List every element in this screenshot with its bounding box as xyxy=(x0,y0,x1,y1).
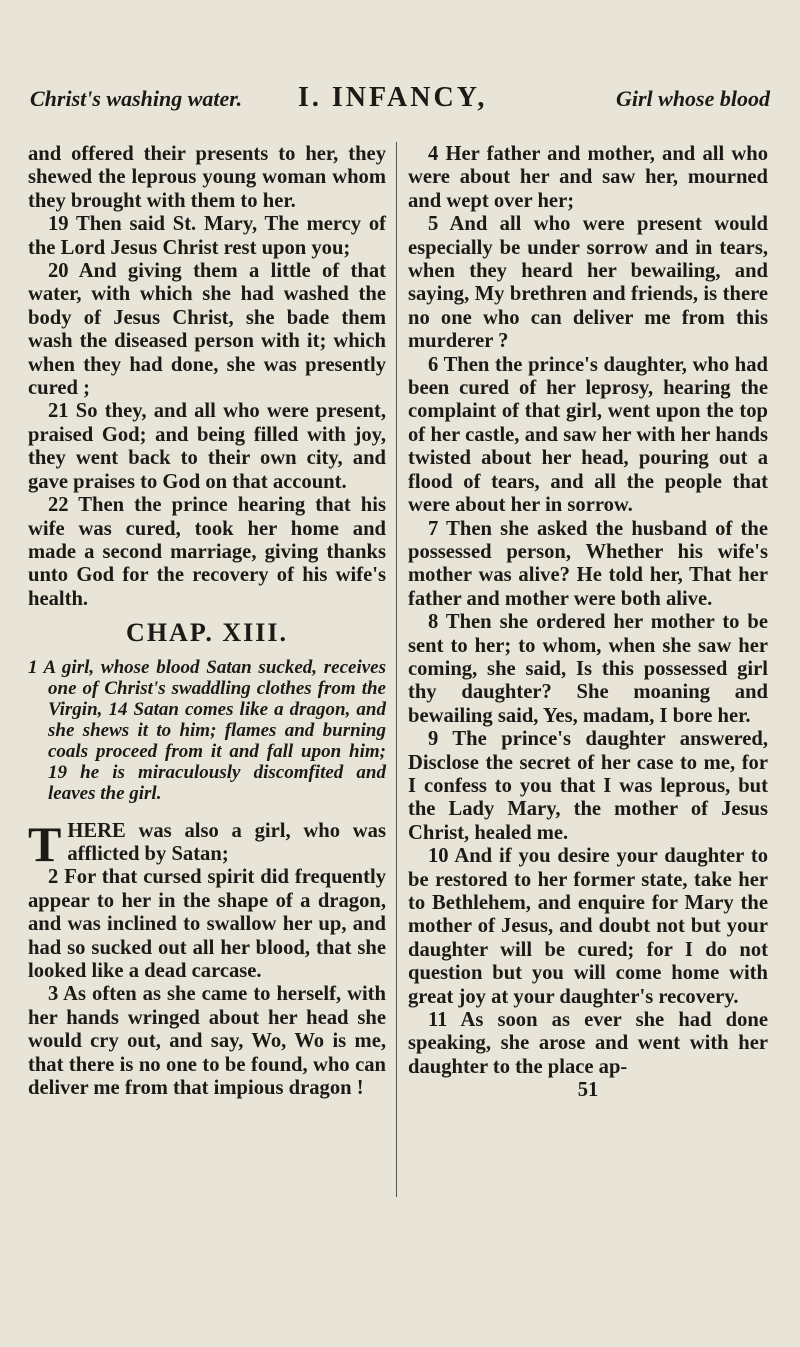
verse-22: 22 Then the prince hearing that his wife was cured, took her home and made a second marriage, giving thanks unto God for the recovery of his wife's health. xyxy=(28,494,386,610)
page-number: 51 xyxy=(577,1079,599,1102)
verse-3: 3 As often as she came to herself, with her hands wringed about her head she would cry out, and say, Wo, Wo is me, that there is no one to be found, who can deliver me from that impious dragon ! xyxy=(28,983,386,1099)
header-left: Christ's washing water. xyxy=(30,86,243,111)
running-header xyxy=(30,82,770,120)
right-column xyxy=(408,143,768,1103)
verse-8: 8 Then she ordered her mother to be sent to her; to whom, when she saw her coming, she said, Is this possessed girl thy daughter? She moaning and bewailing said, Yes, madam, I bore her. xyxy=(408,611,768,727)
left-column xyxy=(28,143,386,1100)
verse-11: 11 As soon as ever she had done speaking, she arose and went with her daughter to the place ap- xyxy=(408,1009,768,1078)
verse-1-text: HERE was also a girl, who was afflicted by Satan; xyxy=(67,819,386,865)
verse-7: 7 Then she asked the husband of the possessed person, Whether his wife's mother was alive? He told her, That her father and mother were both alive. xyxy=(408,517,768,610)
chapter-title: CHAP. XIII. xyxy=(126,618,288,648)
verse-9: 9 The prince's daughter answered, Disclose the secret of her case to me, for I confess to you that I was leprous, but the Lady Mary, the mother of Jesus Christ, healed me. xyxy=(408,728,768,844)
verse-2: 2 For that cursed spirit did frequently appear to her in the shape of a dragon, and was inclined to swallow her up, and had so sucked out all her blood, that she looked like a dead carcase. xyxy=(28,866,386,982)
header-right: Girl whose blood xyxy=(615,86,770,111)
header-center: I. INFANCY, xyxy=(298,82,488,113)
column-divider xyxy=(396,142,397,1197)
verse-10: 10 And if you desire your daughter to be restored to her former state, take her to Bethlehem, and enquire for Mary the mother of Jesus, and doubt not but your daughter will be cured; for I do not question but you will come home with great joy at your daughter's recovery. xyxy=(408,845,768,1008)
verse-20: 20 And giving them a little of that water, with which she had washed the body of Jesus Christ, she bade them wash the diseased person with it; which when they had done, she was presently cured ; xyxy=(28,260,386,400)
verse-1 xyxy=(28,815,386,872)
verse-6: 6 Then the prince's daughter, who had been cured of her leprosy, hearing the complaint of that girl, went upon the top of her castle, and saw her with her hands twisted about her head, pouring out a flood of tears, and all the people that were about her in sorrow. xyxy=(408,353,768,517)
chapter-summary: 1 A girl, whose blood Satan sucked, receives one of Christ's swaddling clothes from the Virgin, 14 Satan comes like a dragon, and she shews it to him; flames and burning coals proceed from it and fall upon him; 19 he is miraculously discomfited and leaves the girl. xyxy=(28,656,386,804)
verse-21: 21 So they, and all who were present, praised God; and being filled with joy, they went back to their own city, and gave praises to God on that account. xyxy=(28,400,386,493)
verse-4: 4 Her father and mother, and all who were about her and saw her, mourned and wept over her; xyxy=(408,143,768,212)
drop-cap: T xyxy=(28,815,62,872)
paragraph: and offered their presents to her, they shewed the leprous young woman whom they brought with them to her. xyxy=(28,143,386,212)
verse-5: 5 And all who were present would especially be under sorrow and in tears, when they heard her bewailing, and saying, My brethren and friends, is there no one who can deliver me from this murderer ? xyxy=(408,213,768,353)
verse-19: 19 Then said St. Mary, The mercy of the Lord Jesus Christ rest upon you; xyxy=(28,213,386,259)
